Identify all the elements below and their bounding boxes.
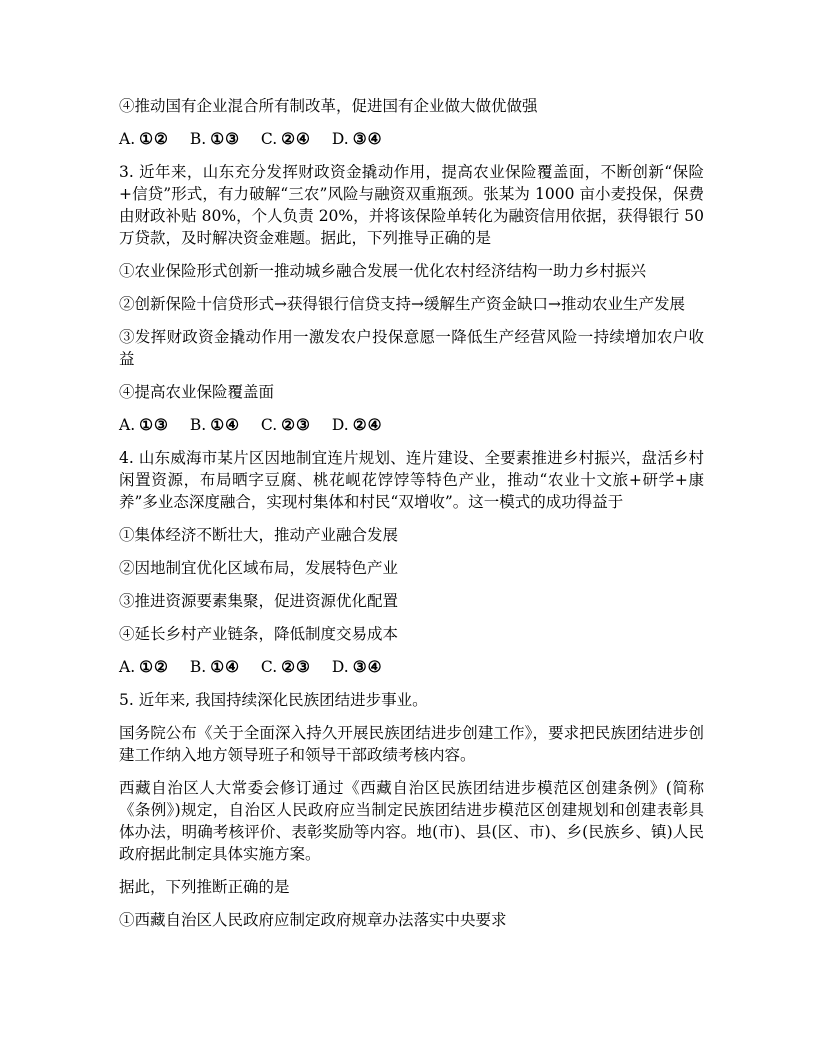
choice-letter: D. <box>331 130 349 148</box>
q2-choice-b[interactable] <box>190 128 240 150</box>
choice-letter: B. <box>189 130 207 148</box>
choice-value: ①④ <box>210 657 240 676</box>
q2-choice-d[interactable] <box>332 128 383 150</box>
q2-choice-a[interactable] <box>119 128 169 150</box>
q5-question: 据此，下列推断正确的是 <box>119 878 290 896</box>
q4-option-3: ③推进资源要素集聚，促进资源优化配置 <box>119 592 399 610</box>
choice-letter: A. <box>119 416 136 434</box>
choice-value: ③④ <box>352 657 383 676</box>
choice-value: ②④ <box>352 415 383 434</box>
q5-stem: 5. 近年来, 我国持续深化民族团结进步事业。 <box>119 691 428 709</box>
choice-value: ②④ <box>281 129 311 148</box>
q4-choice-a[interactable] <box>119 656 169 678</box>
choice-letter: B. <box>189 416 207 434</box>
q3-choice-a[interactable] <box>119 414 169 436</box>
choice-value: ①② <box>139 657 169 676</box>
q4-answer-choices <box>119 656 704 678</box>
q2-answer-choices <box>119 128 704 150</box>
q3-option-4: ④提高农业保险覆盖面 <box>119 383 275 401</box>
choice-value: ①③ <box>139 415 169 434</box>
q3-stem: 3. 近年来，山东充分发挥财政资金撬动作用，提高农业保险覆盖面，不断创新“保险+信贷”形式，有力破解“三农”风险与融资双重瓶颈。张某为 1000 亩小麦投保，保费由财政补贴 80%，个人负责 20%，并将该保险单转化为融资信用依据，获得银行 50 万贷款，及时解决资金难题。据此，下列推导正确的是 <box>119 163 704 247</box>
q3-option-1: ①农业保险形式创新一推动城乡融合发展一优化农村经济结构一助力乡村振兴 <box>119 262 647 280</box>
q3-choice-c[interactable] <box>261 414 311 436</box>
q3-choice-d[interactable] <box>332 414 383 436</box>
q3-option-2: ②创新保险十信贷形式→获得银行信贷支持→缓解生产资金缺口→推动农业生产发展 <box>119 295 685 313</box>
q5-material-2: 西藏自治区人大常委会修订通过《西藏自治区民族团结进步模范区创建条例》(简称《条例》)规定，自治区人民政府应当制定民族团结进步模范区创建规划和创建表彰具体办法，明确考核评价、表彰奖励等内容。地(市)、县(区、市)、乡(民族乡、镇)人民政府据此制定具体实施方案。 <box>119 779 704 863</box>
q3-option-3: ③发挥财政资金撬动作用一激发农户投保意愿一降低生产经营风险一持续增加农户收益 <box>119 328 704 368</box>
choice-letter: C. <box>260 658 278 676</box>
q4-choice-b[interactable] <box>190 656 240 678</box>
q3-choice-b[interactable] <box>190 414 240 436</box>
q4-choice-d[interactable] <box>332 656 383 678</box>
choice-value: ①④ <box>210 415 240 434</box>
q4-choice-c[interactable] <box>261 656 311 678</box>
choice-letter: A. <box>119 658 136 676</box>
q5-option-1: ①西藏自治区人民政府应制定政府规章办法落实中央要求 <box>119 911 507 929</box>
q4-option-4: ④延长乡村产业链条，降低制度交易成本 <box>119 625 399 643</box>
choice-value: ③④ <box>352 129 383 148</box>
choice-letter: C. <box>260 130 278 148</box>
choice-letter: A. <box>119 130 136 148</box>
choice-value: ②③ <box>281 657 311 676</box>
choice-letter: C. <box>260 416 278 434</box>
document-page <box>119 95 704 942</box>
q4-stem: 4. 山东威海市某片区因地制宜连片规划、连片建设、全要素推进乡村振兴，盘活乡村闲置资源，布局晒字豆腐、桃花岘花饽饽等特色产业，推动“农业十文旅+研学+康养”多业态深度融合，实现村集体和村民“双增收”。这一模式的成功得益于 <box>119 449 704 511</box>
q2-choice-c[interactable] <box>261 128 311 150</box>
q5-material-1: 国务院公布《关于全面深入持久开展民族团结进步创建工作》，要求把民族团结进步创建工作纳入地方领导班子和领导干部政绩考核内容。 <box>119 724 704 764</box>
choice-letter: B. <box>189 658 207 676</box>
q4-option-1: ①集体经济不断壮大，推动产业融合发展 <box>119 526 399 544</box>
choice-value: ①③ <box>210 129 240 148</box>
q4-option-2: ②因地制宜优化区域布局，发展特色产业 <box>119 559 399 577</box>
q3-answer-choices <box>119 414 704 436</box>
choice-value: ①② <box>139 129 169 148</box>
choice-letter: D. <box>331 416 349 434</box>
choice-value: ②③ <box>281 415 311 434</box>
choice-letter: D. <box>331 658 349 676</box>
q2-option-4: ④推动国有企业混合所有制改革，促进国有企业做大做优做强 <box>119 97 538 115</box>
